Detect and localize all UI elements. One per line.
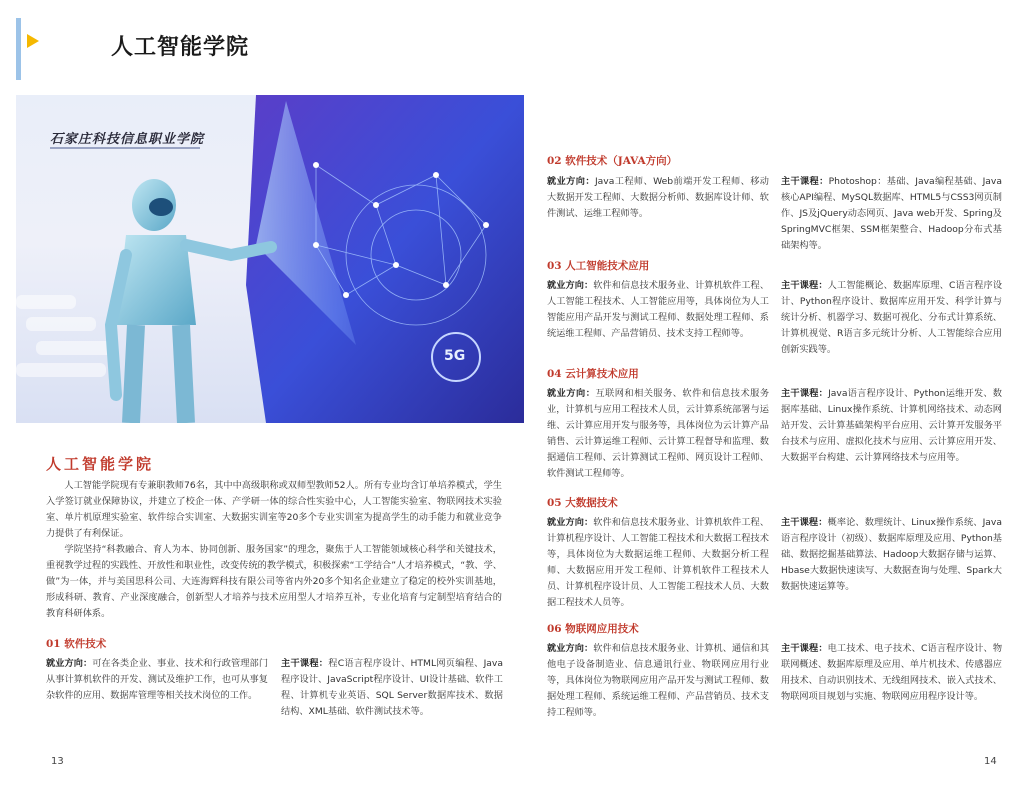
- employment-label: 就业方向：: [547, 517, 594, 528]
- major-title-03: 03 人工智能技术应用: [547, 260, 650, 272]
- major-courses-05: [781, 515, 1002, 595]
- page-title: 人工智能学院: [111, 35, 250, 60]
- page-number-right: 14: [984, 756, 997, 767]
- play-arrow-icon: [27, 34, 39, 48]
- page-number-left: 13: [51, 756, 64, 767]
- employment-text: 互联网和相关服务、软件和信息技术服务业，计算机与应用工程技术人员，云计算系统部署与运维、云计算应用开发与服务等，具体岗位为云计算产品销售、云计算运维工程师、云计算工程督导和监理、数据通信工程师、云计算测试工程师、网页设计工程师、软件测试工程师等。: [547, 388, 770, 479]
- major-courses-02: [781, 174, 1002, 254]
- employment-text: 可在各类企业、事业、技术和行政管理部门从事计算机软件的开发、测试及维护工作，也可从事复杂软件的应用、数据库管理等相关技术岗位的工作。: [46, 658, 269, 701]
- major-employment-04: [547, 386, 769, 482]
- major-courses-03: [781, 278, 1002, 358]
- courses-label: 主干课程：: [781, 280, 828, 291]
- employment-text: 软件和信息技术服务业、计算机软件工程、人工智能工程技术、人工智能应用等，具体岗位为人工智能应用产品开发与测试工程师、数据处理工程师、系统运维工程师、产品营销员、技术支持工程师等。: [547, 280, 770, 339]
- major-courses-06: [781, 641, 1002, 705]
- college-heading: 人工智能学院: [46, 455, 155, 473]
- hero-5g-badge: 5G: [444, 348, 466, 364]
- major-courses-04: [781, 386, 1002, 466]
- college-intro: [46, 478, 502, 622]
- major-title-04: 04 云计算技术应用: [547, 368, 639, 380]
- major-employment-01: [46, 656, 268, 704]
- intro-paragraph-1: 人工智能学院现有专兼职教师76名，其中中高级职称或双师型教师52人。所有专业均含订单培养模式，学生入学签订就业保障协议，并建立了校企一体、产学研一体的综合性实验中心，人工智能实验室、物联网技术实验室、单片机原理实验室、软件综合实训室、大数据实训室等20多个专业实训室为提高学生的动手能力和就业竞争力提供了有利保证。: [46, 480, 502, 539]
- major-employment-06: [547, 641, 769, 721]
- header-accent-bar: [16, 18, 21, 80]
- courses-label: 主干课程：: [781, 176, 829, 187]
- employment-label: 就业方向：: [46, 658, 93, 669]
- employment-text: Java工程师、Web前端开发工程师、移动大数据开发工程师、大数据分析师、数据库设计师、软件测试、运维工程师等。: [547, 176, 769, 219]
- courses-text: 电工技术、电子技术、C语言程序设计、物联网概述、数据库原理及应用、单片机技术、传感器应用技术、自动识别技术、无线组网技术、嵌入式技术、物联网项目规划与实施、物联网应用程序设计等。: [781, 643, 1003, 702]
- employment-text: 软件和信息技术服务业、计算机、通信和其他电子设备制造业、信息通讯行业、物联网应用行业等，具体岗位为物联网应用产品开发与测试工程师、数据处理工程师、系统运维工程师、产品营销员、技术支持工程师等。: [547, 643, 770, 718]
- major-title-05: 05 大数据技术: [547, 497, 618, 509]
- courses-text: Java语言程序设计、Python运维开发、数据库基础、Linux操作系统、计算机网络技术、动态网站开发、云计算基础架构平台应用、云计算开发服务平台技术与应用、虚拟化技术与应用、云计算应用开发、大数据平台构建、云计算网络技术与应用等。: [781, 388, 1002, 463]
- courses-text: 人工智能概论、数据库原理、C语言程序设计、Python程序设计、数据库应用开发、科学计算与统计分析、机器学习、数据可视化、分布式计算系统、计算机视觉、R语言多元统计分析、人工智能综合应用创新实践等。: [781, 280, 1003, 355]
- employment-label: 就业方向：: [547, 643, 594, 654]
- employment-label: 就业方向：: [547, 280, 594, 291]
- employment-text: 软件和信息技术服务业、计算机软件工程、计算机程序设计、人工智能工程技术和大数据工程技术等，具体岗位为大数据运维工程师、大数据分析工程师、大数据应用开发工程师、计算机软件工程技术人员、计算机程序设计员、人工智能工程技术人员、大数据工程技术人员等。: [547, 517, 770, 608]
- major-title-06: 06 物联网应用技术: [547, 623, 639, 635]
- major-title-02: 02 软件技术（JAVA方向）: [547, 155, 678, 167]
- employment-label: 就业方向：: [547, 176, 595, 187]
- courses-label: 主干课程：: [781, 517, 828, 528]
- major-employment-03: [547, 278, 769, 342]
- hero-school-name: 石家庄科技信息职业学院: [50, 132, 205, 147]
- courses-label: 主干课程：: [781, 643, 828, 654]
- employment-label: 就业方向：: [547, 388, 596, 399]
- major-courses-01: [281, 656, 503, 720]
- courses-label: 主干课程：: [781, 388, 829, 399]
- courses-text: 概率论、数理统计、Linux操作系统、Java语言程序设计（初级）、数据库原理及应用、Python基础、数据挖掘基础算法、Hadoop大数据存储与运算、Hbase大数据快速读写、大数据查询与处理、Spark大数据快速运算等。: [781, 517, 1003, 592]
- courses-text: Photoshop：基础、Java编程基础、Java核心API编程、MySQL数据库、HTML5与CSS3网页制作、JS及jQuery动态网页、Java web开发、Spring及SpringMVC框架、SSM框架整合、Hadoop分布式基础架构等。: [781, 176, 1002, 251]
- major-employment-02: [547, 174, 769, 222]
- intro-paragraph-2: 学院坚持“科教融合、育人为本、协同创新、服务国家”的理念，聚焦于人工智能领域核心科学和关键技术，重视教学过程的实践性、开放性和职业性，改变传统的教学模式，积极探索“工学结合”人才培养模式，“教、学、做”为一体，并与美国思科公司、大连海辉科技有限公司等省内外20多个知名企业建立了稳定的校外实训基地，形成科研、教育、产业深度融合，创新型人才培养与技术应用型人才培养互补，专业化培育与定制型培育结合的教育科研体系。: [46, 544, 502, 619]
- hero-school-underline: [50, 147, 200, 149]
- major-title-01: 01 软件技术: [46, 638, 107, 650]
- major-employment-05: [547, 515, 769, 611]
- courses-text: 程C语言程序设计、HTML网页编程、Java程序设计、JavaScript程序设计、UI设计基础、软件工程、计算机专业英语、SQL Server数据库技术、数据结构、XML基础、软件测试技术等。: [281, 658, 504, 717]
- courses-label: 主干课程：: [281, 658, 329, 669]
- hero-image: [16, 95, 524, 423]
